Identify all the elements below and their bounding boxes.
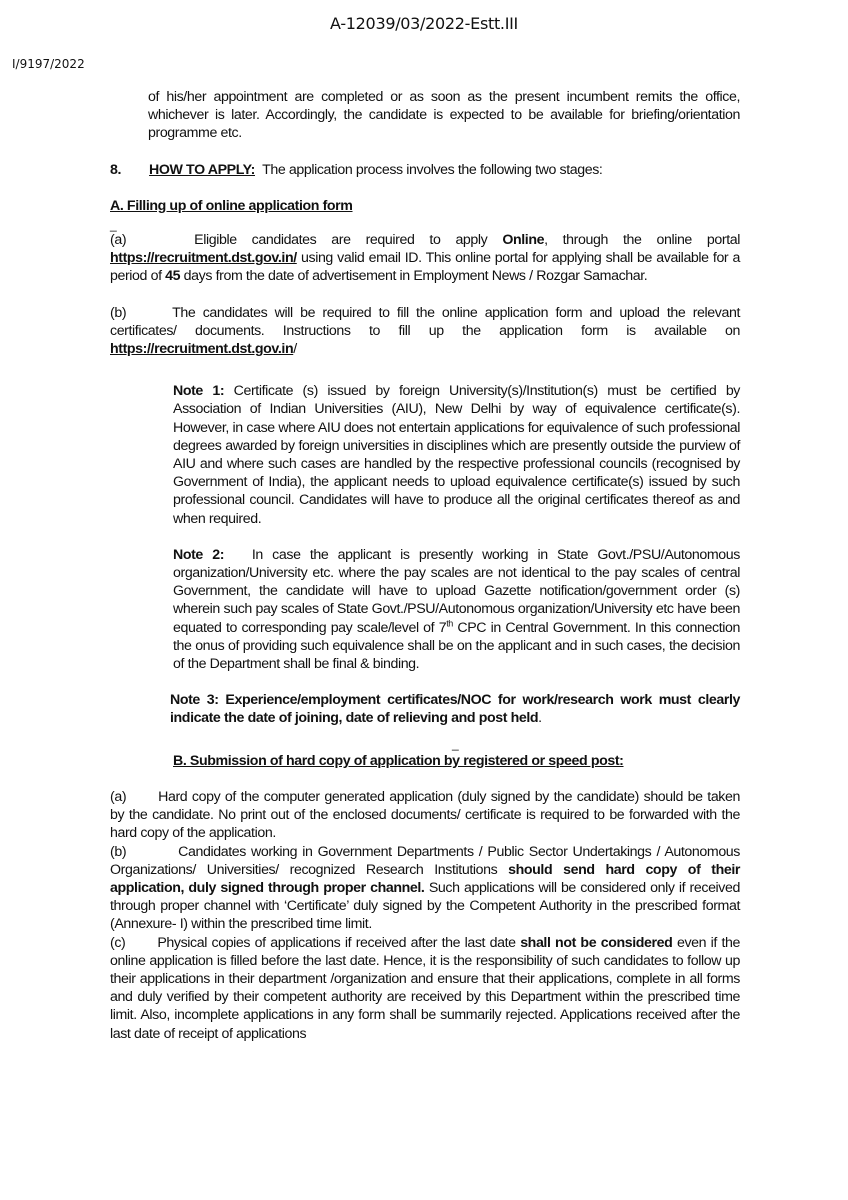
portal-link[interactable]: https://recruitment.dst.gov.in/ xyxy=(110,250,297,267)
note-label: Note 2: xyxy=(173,546,225,563)
note-text: Certificate (s) issued by foreign University(s)/Institution(s) must be certified by Association of Indian Universities (AIU), New Delhi by way of equivalence certificate(s). However, in case where AIU does not entertain applications for equivalence of such professional degrees awarded by foreign universities in disciplines which are presently outside the purview of AIU and where such cases are handled by the respective professional councils (recognised by Government of India), the applicant needs to upload equivalence certificate(s) issued by such professional council. Candidates will have to produce all the original certificates thereof as and when required. xyxy=(173,383,740,527)
text: Eligible candidates are required to apply xyxy=(194,232,503,249)
bold-text: 45 xyxy=(165,268,181,285)
reference-number: I/9197/2022 xyxy=(12,57,85,71)
text: / xyxy=(293,341,297,358)
part-b-item-c xyxy=(110,934,740,1043)
item-label: (b) xyxy=(110,304,127,321)
dash-mark: _ xyxy=(452,736,459,751)
part-a-title: A. Filling up of online application form xyxy=(110,197,353,214)
file-number: A-12039/03/2022-Estt.III xyxy=(330,14,518,33)
text: . xyxy=(538,710,542,727)
note-label: Note 1: xyxy=(173,383,225,400)
text: Physical copies of applications if received after the last date xyxy=(157,934,521,951)
part-a-item-b xyxy=(110,304,740,359)
text: , through the online portal xyxy=(544,232,741,249)
continuation-paragraph: of his/her appointment are completed or as soon as the present incumbent remits the office, whichever is later. Accordingly, the candidate is expected to be available for briefing/orientation programme etc. xyxy=(148,89,740,142)
part-b-heading xyxy=(173,752,753,770)
note-3 xyxy=(170,691,740,727)
bold-text: shall not be considered xyxy=(520,934,673,951)
item-label: (c) xyxy=(110,934,126,951)
text: The candidates will be required to fill the online application form and upload the relevant certificates/ documents. Instructions to fill up the application form is available on xyxy=(110,304,740,339)
part-a-heading xyxy=(110,197,750,215)
part-a-item-a xyxy=(110,231,740,286)
section-title: HOW TO APPLY: xyxy=(149,161,255,178)
note-text: In case the applicant is presently working in State Govt./PSU/Autonomous organization/University etc. where the pay scales are not identical to the pay scales of central Government, the candidate will have to upload Gazette notification/government order (s) wherein such pay scales of State Govt./PSU/Autonomous organization/University etc have been equated to corresponding pay scale/level of 7 xyxy=(173,546,740,636)
section-number: 8. xyxy=(110,161,122,178)
item-label: (a) xyxy=(110,788,127,805)
text: Candidates working in Government Departments / Public Sector Undertakings / Autonomous Organizations/ Universities/ recognized Research Institutions xyxy=(110,843,740,878)
bold-text: should send hard copy of their application, duly signed through proper channel. xyxy=(110,861,740,896)
item-label: (a) xyxy=(110,232,127,249)
section-8-heading xyxy=(110,161,750,179)
part-b-item-a xyxy=(110,788,740,843)
note-text: Note 3: Experience/employment certificates/NOC for work/research work must clearly indicate the date of joining, date of relieving and post held xyxy=(170,692,740,727)
text: using valid email ID. This online portal for applying shall be available for a period of xyxy=(110,250,740,285)
text: Such applications will be considered only if received through proper channel with ‘Certificate’ duly signed by the Competent Authority in the prescribed format (Annexure- I) within the prescribed time limit. xyxy=(110,879,740,933)
bold-text: Online xyxy=(502,232,545,249)
text: Hard copy of the computer generated application (duly signed by the candidate) should be taken by the candidate. No print out of the enclosed documents/ certificate is required to be forwarded with the hard copy of the application. xyxy=(110,788,740,842)
text: days from the date of advertisement in Employment News / Rozgar Samachar. xyxy=(180,268,648,285)
section-intro: The application process involves the following two stages: xyxy=(262,161,603,178)
dash-mark: _ xyxy=(110,218,117,233)
part-b-title: B. Submission of hard copy of application by registered or speed post: xyxy=(173,752,624,769)
superscript: th xyxy=(446,617,453,628)
portal-link[interactable]: https://recruitment.dst.gov.in xyxy=(110,341,294,358)
note-1 xyxy=(173,382,740,528)
text: even if the online application is filled before the last date. Hence, it is the responsibility of such candidates to follow up their applications in their department /organization and ensure that their applications, complete in all forms and duly verified by their competent authority are received by this Department within the prescribed time limit. Also, incomplete applications in any form shall be summarily rejected. Applications received after the last date of receipt of applications xyxy=(110,934,740,1042)
item-label: (b) xyxy=(110,843,127,860)
note-2 xyxy=(173,546,740,673)
part-b-item-b xyxy=(110,843,740,934)
note-text: CPC in Central Government. In this connection the onus of providing such equivalence shall be on the applicant and in such cases, the decision of the Department shall be final & binding. xyxy=(173,619,740,673)
